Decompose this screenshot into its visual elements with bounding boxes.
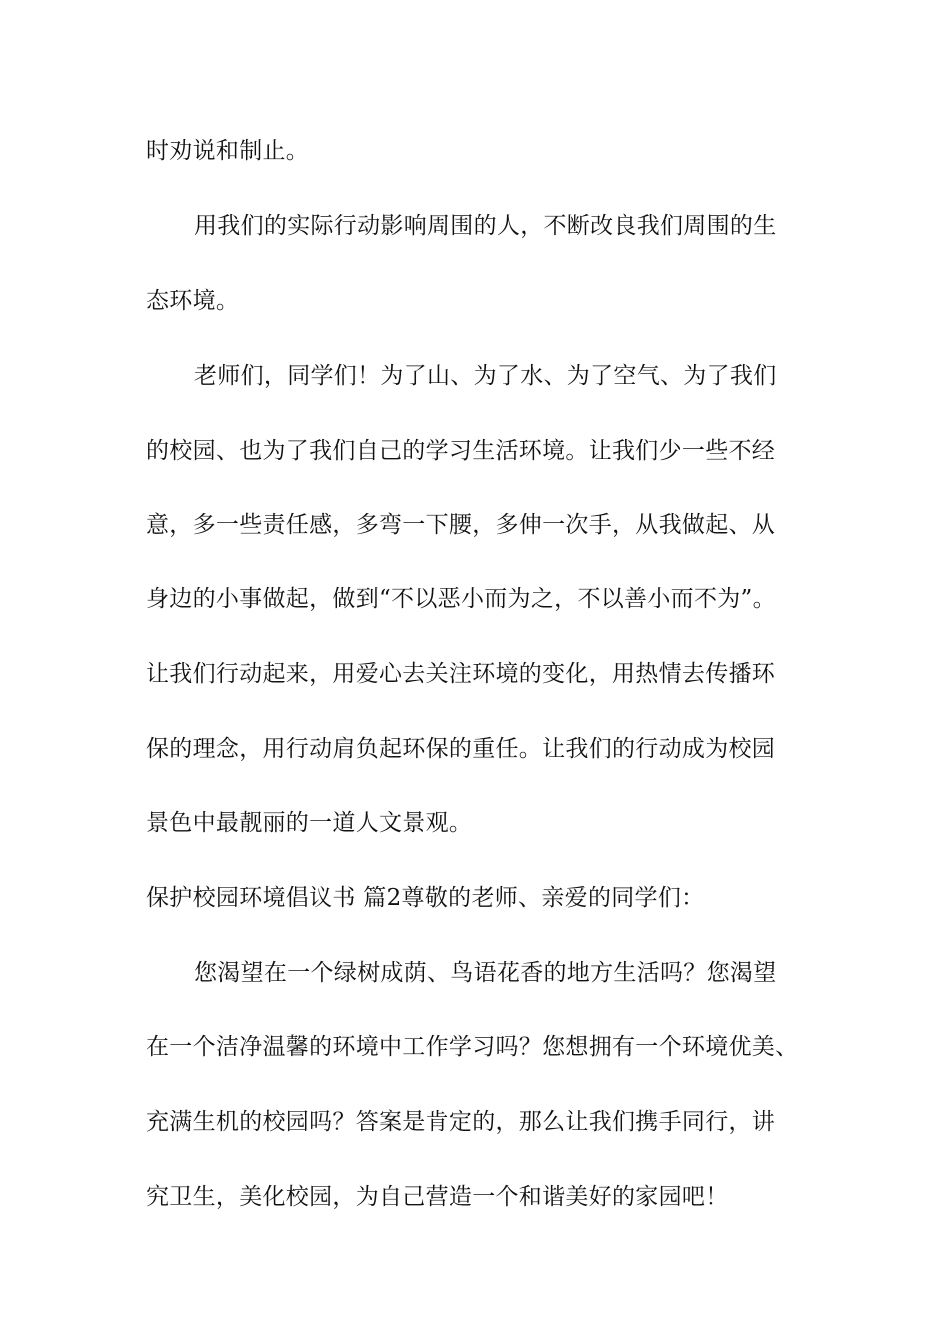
paragraph-start: 老师们，同学们！为了山、为了水、为了空气、为了我们: [194, 363, 777, 389]
text-line: 充满生机的校园吗？答案是肯定的，那么让我们携手同行，讲: [146, 1109, 776, 1135]
text-line: 让我们行动起来，用爱心去关注环境的变化，用热情去传播环: [146, 661, 776, 687]
text-line: 在一个洁净温馨的环境中工作学习吗？您想拥有一个环境优美、: [146, 1034, 799, 1060]
text-line: 保的理念，用行动肩负起环保的重任。让我们的行动成为校园: [146, 736, 776, 762]
text-line: 景色中最靓丽的一道人文景观。: [146, 810, 473, 836]
text-line: 态环境。: [146, 288, 240, 314]
section-heading: 保护校园环境倡议书 篇2尊敬的老师、亲爱的同学们：: [146, 885, 705, 911]
paragraph-start: 您渴望在一个绿树成荫、鸟语花香的地方生活吗？您渴望: [194, 960, 777, 986]
text-line: 身边的小事做起，做到“不以恶小而为之，不以善小而不为”。: [146, 586, 776, 612]
text-line: 究卫生，美化校园，为自己营造一个和谐美好的家园吧！: [146, 1184, 729, 1210]
text-line: 意，多一些责任感，多弯一下腰，多伸一次手，从我做起、从: [146, 512, 776, 538]
text-line: 时劝说和制止。: [146, 138, 310, 164]
paragraph-start: 用我们的实际行动影响周围的人，不断改良我们周围的生: [194, 213, 777, 239]
text-line: 的校园、也为了我们自己的学习生活环境。让我们少一些不经: [146, 438, 776, 464]
